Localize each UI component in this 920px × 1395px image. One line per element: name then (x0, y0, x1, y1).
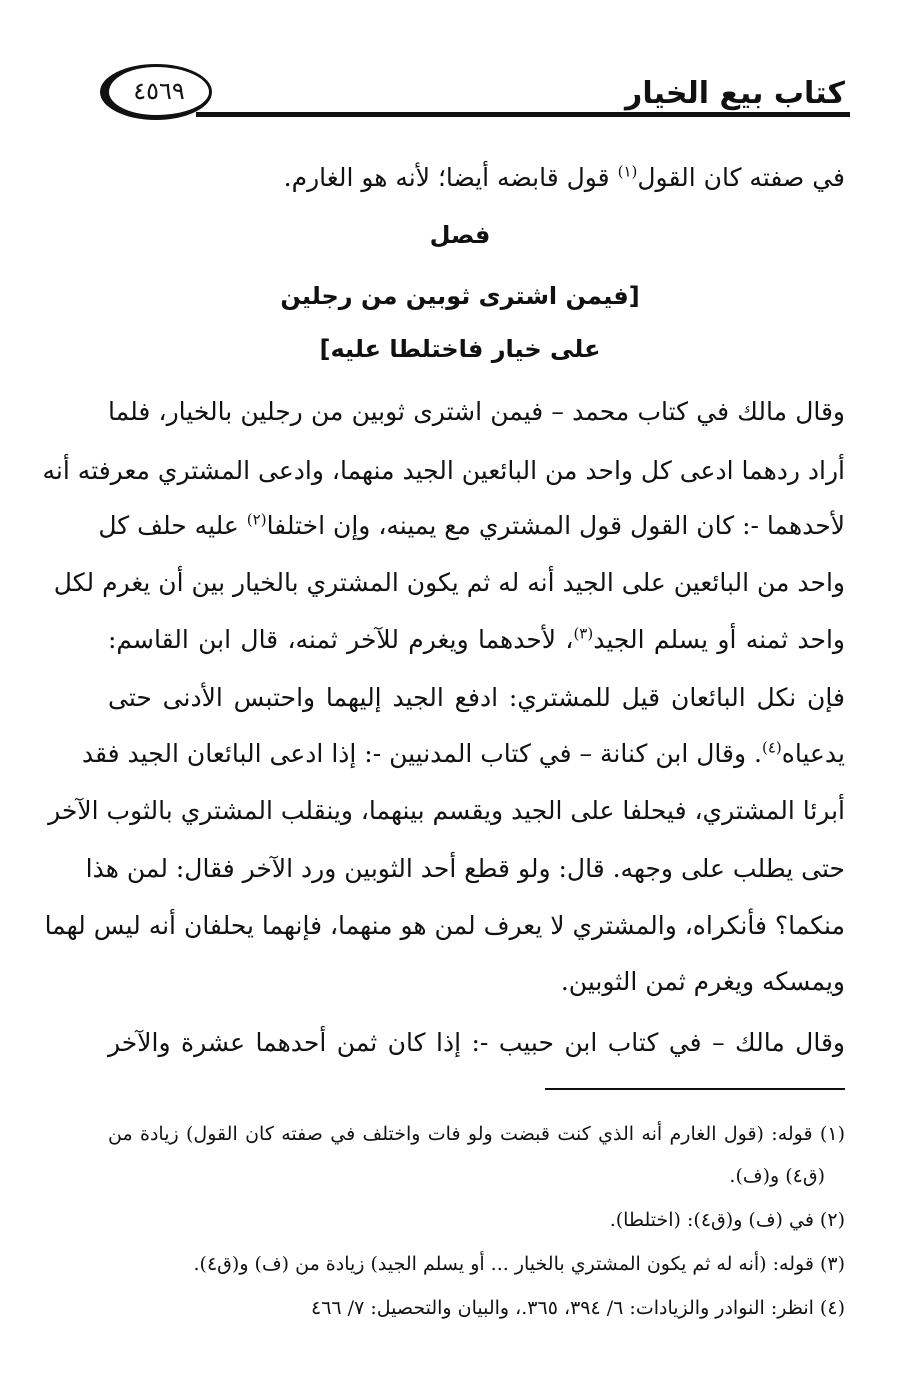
paragraph-line-6: فإن نكل البائعان قيل للمشتري: ادفع الجيد إليهما واحتبس الأدنى حتى (108, 683, 845, 712)
paragraph-line-7 (81, 734, 845, 774)
intro-text-start: في صفته كان القول (637, 163, 845, 192)
section-title-line-2: على خيار فاختلطا عليه] (319, 335, 601, 363)
paragraph-line-5 (108, 620, 845, 660)
footnote-1-line-1: (١) قوله: (قول الغارم أنه الذي كنت قبضت ولو فات واختلف في صفته كان القول) زيادة من (108, 1123, 845, 1145)
footnote-4: (٤) انظر: النوادر والزيادات: ٦/ ٣٩٤، ٣٦٥.، والبيان والتحصيل: ٧/ ٤٦٦ (311, 1297, 845, 1319)
intro-line (284, 158, 845, 198)
paragraph-line-2: أراد ردهما ادعى كل واحد من البائعين الجيد منهما، وادعى المشتري معرفته أنه (42, 456, 845, 485)
paragraph-line-11: ويمسكه ويغرم ثمن الثوبين. (560, 967, 845, 996)
page-number: ٤٥٦٩ (133, 77, 185, 105)
section-title-line-1: [فيمن اشترى ثوبين من رجلين (280, 282, 640, 310)
paragraph-line-9: حتى يطلب على وجهه. قال: ولو قطع أحد الثوبين ورد الآخر فقال: لمن هذا (85, 854, 845, 883)
paragraph-line-1: وقال مالك في كتاب محمد – فيمن اشترى ثوبين من رجلين بالخيار، فلما (108, 397, 845, 426)
paragraph-line-5-end: ، لأحدهما ويغرم للآخر ثمنه، قال ابن القاسم: (108, 625, 574, 654)
footnote-rule (545, 1088, 845, 1090)
paragraph-line-3-start: لأحدهما -: كان القول قول المشتري مع يمينه، وإن اختلفا (266, 511, 845, 540)
footnote-2: (٢) في (ف) و(ق٤): (اختلطا). (609, 1209, 845, 1231)
paragraph-line-4: واحد من البائعين على الجيد أنه له ثم يكون المشتري بالخيار بين أن يغرم لكل (53, 568, 845, 597)
intro-text-end: قول قابضه أيضا؛ لأنه هو الغارم. (283, 163, 618, 192)
paragraph-line-3-end: عليه حلف كل (98, 511, 247, 540)
paragraph-line-10: منكما؟ فأنكراه، والمشتري لا يعرف لمن هو منهما، فإنهما يحلفان أنه ليس لهما (44, 911, 845, 940)
paragraph-line-8: أبرئا المشتري، فيحلفا على الجيد ويقسم بينهما، وينقلب المشتري بالثوب الآخر (48, 796, 845, 825)
footnote-ref-4[interactable]: (٤) (761, 738, 782, 757)
paragraph-line-5-start: واحد ثمنه أو يسلم الجيد (593, 625, 845, 654)
paragraph-2-line-1: وقال مالك – في كتاب ابن حبيب -: إذا كان ثمن أحدهما عشرة والآخر (108, 1028, 845, 1057)
paragraph-line-3 (98, 506, 845, 546)
footnote-ref-1[interactable]: (١) (617, 162, 638, 181)
footnote-ref-3[interactable]: (٣) (573, 624, 594, 643)
footnote-1-line-2: (ق٤) و(ف). (729, 1165, 825, 1187)
paragraph-line-7-start: يدعياه (781, 739, 845, 768)
header-rule (196, 112, 850, 117)
running-header-title: كتاب بيع الخيار (625, 76, 845, 111)
footnote-ref-2[interactable]: (٢) (246, 510, 267, 529)
footnote-3: (٣) قوله: (أنه له ثم يكون المشتري بالخيار ... أو يسلم الجيد) زيادة من (ف) و(ق٤). (193, 1253, 845, 1275)
paragraph-line-7-end: . وقال ابن كنانة – في كتاب المدنيين -: إذا ادعى البائعان الجيد فقد (81, 739, 762, 768)
section-label: فصل (429, 221, 491, 249)
